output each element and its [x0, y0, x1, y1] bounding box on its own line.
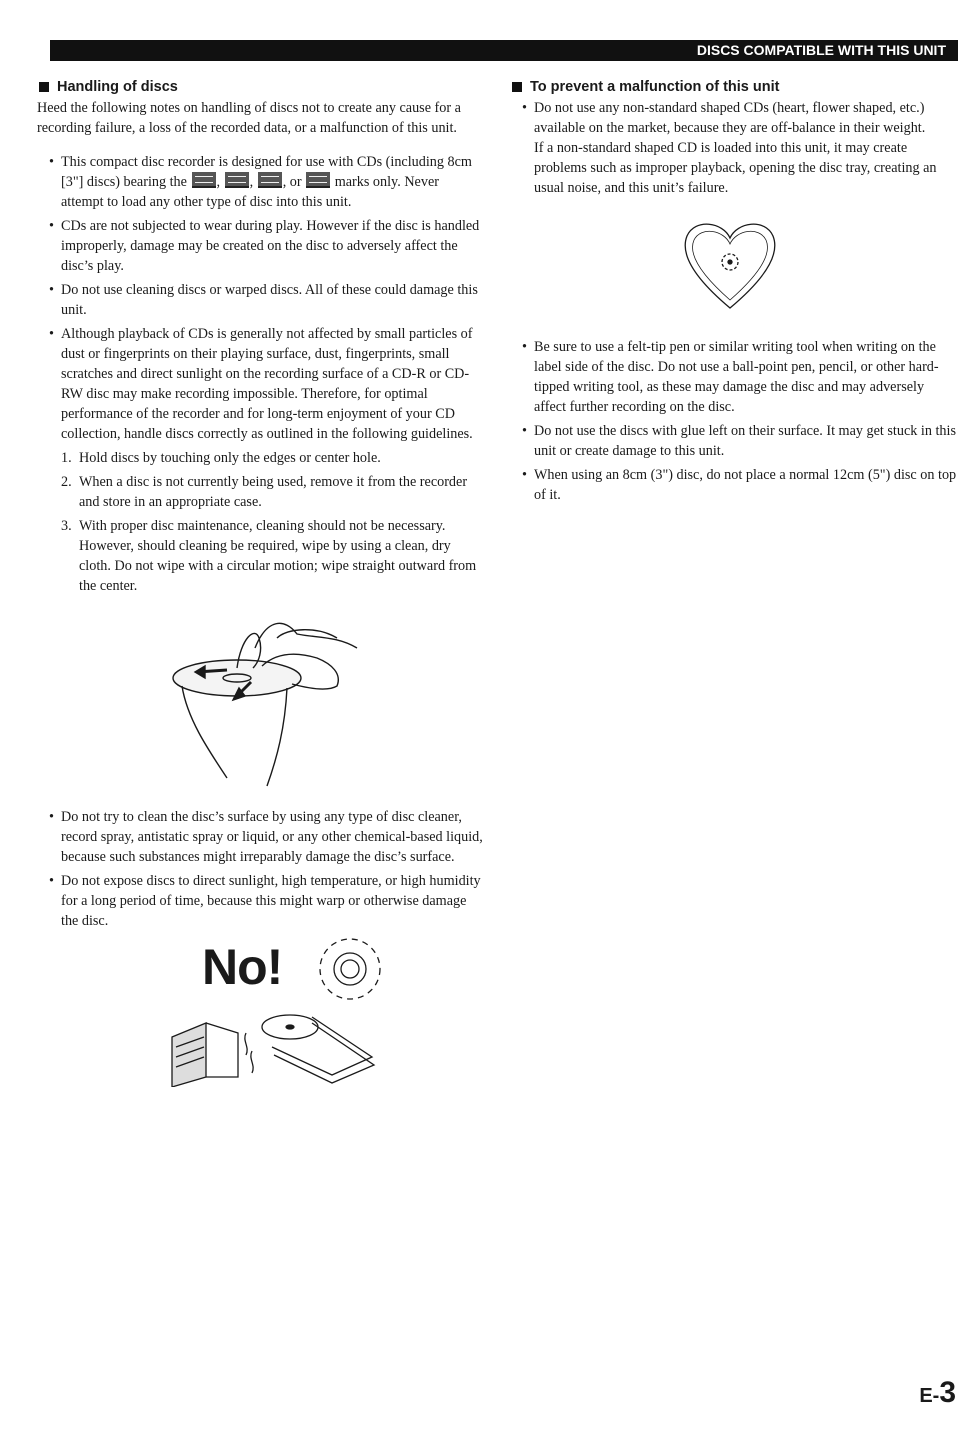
step-item [37, 516, 485, 596]
malfunction-list-cont [510, 337, 958, 505]
step-number: 1. [61, 450, 72, 466]
step-item [37, 472, 485, 512]
step-item [37, 448, 485, 468]
section-header-title: DISCS COMPATIBLE WITH THIS UNIT [696, 42, 946, 58]
step-text: When a disc is not currently being used, remove it from the recorder and store in an appropriate case. [79, 474, 468, 510]
handling-list-cont [37, 807, 485, 931]
compact-disc-logo-icon [192, 172, 216, 188]
disc-wiping-illustration [167, 608, 367, 788]
compact-disc-recordable-logo-icon [258, 172, 282, 188]
handling-heading-text: Handling of discs [57, 79, 178, 95]
square-bullet-icon [512, 82, 522, 92]
separator: , [249, 174, 254, 190]
square-bullet-icon [39, 82, 49, 92]
page-number [919, 1376, 956, 1410]
left-column [37, 77, 485, 1087]
list-item: • Do not use cleaning discs or warped discs. All of these could damage this unit. [37, 280, 485, 320]
list-item [37, 324, 485, 444]
bullet-text: marks only. Never attempt to load any other type of disc into this unit. [61, 174, 439, 210]
malfunction-heading-text: To prevent a malfunction of this unit [530, 79, 780, 95]
step-number: 2. [61, 474, 72, 490]
bullet-text: This compact disc recorder is designed for use with CDs (including 8cm [3"] discs) bearing the [61, 154, 472, 190]
guideline-steps [37, 448, 485, 596]
list-item: • Do not expose discs to direct sunlight, high temperature, or high humidity for a long period of time, because this might warp or otherwise damage the disc. [37, 871, 485, 931]
heart-shaped-disc-illustration [675, 216, 785, 316]
step-number: 3. [61, 518, 72, 534]
section-header-bar [50, 40, 958, 61]
step-text: Hold discs by touching only the edges or center hole. [79, 450, 381, 466]
step-text: With proper disc maintenance, cleaning should not be necessary. However, should cleaning be required, wipe by using a clean, dry cloth. Do not wipe with a circular motion; wipe straight outward from the center. [79, 518, 477, 594]
bullet-text: • Do not use any non-standard shaped CDs (heart, flower shaped, etc.) available on the market, because they are off-balance in their weight. [534, 100, 926, 136]
page-prefix: E- [919, 1385, 940, 1407]
handling-intro: Heed the following notes on handling of discs not to create any cause for a recording failure, a loss of the recorded data, or a malfunction of this unit. [37, 100, 461, 136]
list-item: • When using an 8cm (3") disc, do not place a normal 12cm (5") disc on top of it. [510, 465, 958, 505]
compact-disc-rewritable-logo-icon [306, 172, 330, 188]
list-item [37, 152, 485, 212]
malfunction-list [510, 98, 958, 198]
bullet-text: Although playback of CDs is generally not affected by small particles of dust or fingerprints on their playing surface, dust, fingerprints, small scratches and direct sunlight on the recording surface of a CD-R or CD-RW disc may make recording impossible. Therefore, for optimal performance of the recorder and for long-term enjoyment of your CD collection, handle discs correctly as outlined in the following guidelines. [61, 326, 473, 442]
heat-warning-illustration [162, 937, 422, 1087]
separator: , [216, 174, 221, 190]
list-item: • Do not try to clean the disc’s surface by using any type of disc cleaner, record spray, antistatic spray or liquid, or any other chemical-based liquid, because such substances might irreparably damage the disc’s surface. [37, 807, 485, 867]
handling-heading [37, 77, 485, 97]
compact-disc-text-logo-icon [225, 172, 249, 188]
page-number-value: 3 [939, 1376, 956, 1409]
list-item: • Be sure to use a felt-tip pen or similar writing tool when writing on the label side of the disc. Do not use a ball-point pen, pencil, or other hard-tipped writing tool, as these may damage the disc and may adversely affect further recording on the disc. [510, 337, 958, 417]
list-item: • CDs are not subjected to wear during play. However if the disc is handled improperly, damage may be created on the disc to adversely affect the disc’s play. [37, 216, 485, 276]
separator: , or [282, 174, 302, 190]
bullet-text: If a non-standard shaped CD is loaded into this unit, it may create problems such as improper playback, opening the disc tray, creating an usual noise, and this unit’s failure. [534, 140, 937, 196]
handling-list [37, 152, 485, 444]
no-warning-text: No! [202, 939, 283, 995]
sun-heater-icon [162, 937, 422, 1087]
list-item: • Do not use the discs with glue left on their surface. It may get stuck in this unit or create damage to this unit. [510, 421, 958, 461]
right-column [510, 77, 958, 509]
list-item [510, 98, 958, 198]
malfunction-heading [510, 77, 958, 97]
